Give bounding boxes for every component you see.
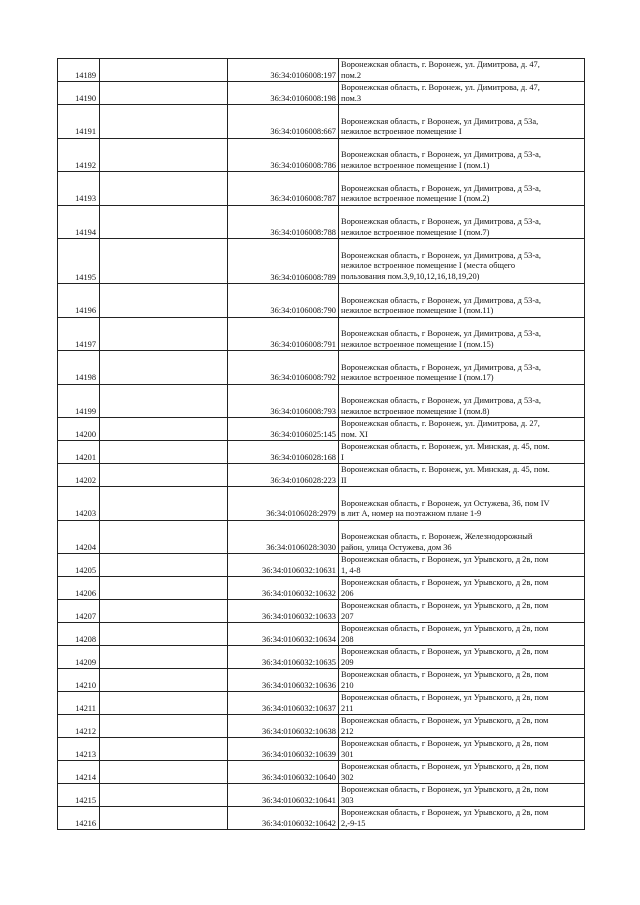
table-row bbox=[58, 784, 585, 807]
empty-cell bbox=[100, 487, 228, 521]
table-row bbox=[58, 761, 585, 784]
address-line: Воронежская область, г Воронеж, ул Урывского, д 2в, пом bbox=[341, 693, 549, 702]
address-line: 303 bbox=[341, 795, 354, 805]
address-line: Воронежская область, г Воронеж, ул Урывского, д 2в, пом bbox=[341, 670, 549, 679]
table-row bbox=[58, 317, 585, 351]
row-number-cell: 14213 bbox=[58, 738, 100, 761]
address-line: Воронежская область, г Воронеж, ул Димитрова, д 53-а, bbox=[341, 150, 541, 159]
cadastral-number-cell: 36:34:0106032:10635 bbox=[228, 646, 339, 669]
empty-cell bbox=[100, 441, 228, 464]
address-line: район, улица Остужева, дом 36 bbox=[341, 542, 452, 552]
address-cell bbox=[339, 669, 585, 692]
table-row bbox=[58, 384, 585, 418]
address-line: Воронежская область, г. Воронеж, ул. Димитрова, д. 27, bbox=[341, 419, 540, 428]
row-number-cell: 14216 bbox=[58, 807, 100, 830]
address-line bbox=[341, 240, 582, 251]
cadastral-number-cell: 36:34:0106025:145 bbox=[228, 418, 339, 441]
address-line: 301 bbox=[341, 749, 354, 759]
empty-cell bbox=[100, 138, 228, 172]
address-line: Воронежская область, г Воронеж, ул Остужева, 36, пом IV bbox=[341, 498, 550, 508]
address-line: 207 bbox=[341, 611, 354, 621]
address-line bbox=[341, 207, 582, 218]
address-line: 206 bbox=[341, 588, 354, 598]
table-row bbox=[58, 418, 585, 441]
address-line: 212 bbox=[341, 726, 354, 736]
table-row bbox=[58, 441, 585, 464]
address-cell bbox=[339, 418, 585, 441]
address-line: 208 bbox=[341, 634, 354, 644]
address-cell bbox=[339, 520, 585, 554]
row-number-cell: 14204 bbox=[58, 520, 100, 554]
table-row bbox=[58, 284, 585, 318]
cadastral-number-cell: 36:34:0106008:786 bbox=[228, 138, 339, 172]
address-line bbox=[341, 319, 582, 330]
table-row bbox=[58, 669, 585, 692]
empty-cell bbox=[100, 205, 228, 239]
address-line: Воронежская область, г Воронеж, ул Урывского, д 2в, пом bbox=[341, 555, 549, 564]
address-line: Воронежская область, г Воронеж, ул Урывского, д 2в, пом bbox=[341, 808, 549, 817]
row-number-cell: 14215 bbox=[58, 784, 100, 807]
address-cell bbox=[339, 554, 585, 577]
address-line: нежилое встроенное помещение I (пом.8) bbox=[341, 406, 490, 416]
table-row bbox=[58, 82, 585, 105]
row-number-cell: 14207 bbox=[58, 600, 100, 623]
address-line: 2,-9-15 bbox=[341, 818, 366, 828]
address-line: Воронежская область, г Воронеж, ул Урывского, д 2в, пом bbox=[341, 739, 549, 748]
empty-cell bbox=[100, 600, 228, 623]
row-number-cell: 14209 bbox=[58, 646, 100, 669]
empty-cell bbox=[100, 623, 228, 646]
address-line: 1, 4-8 bbox=[341, 565, 361, 575]
row-number-cell: 14201 bbox=[58, 441, 100, 464]
address-cell bbox=[339, 646, 585, 669]
cadastral-number-cell: 36:34:0106008:787 bbox=[228, 172, 339, 206]
address-line: Воронежская область, г Воронеж, ул Димитрова, д 53-а, bbox=[341, 217, 541, 226]
address-cell bbox=[339, 59, 585, 82]
table-row bbox=[58, 487, 585, 521]
row-number-cell: 14195 bbox=[58, 239, 100, 284]
address-cell bbox=[339, 384, 585, 418]
empty-cell bbox=[100, 554, 228, 577]
address-line: Воронежская область, г Воронеж, ул Урывского, д 2в, пом bbox=[341, 601, 549, 610]
table-row bbox=[58, 205, 585, 239]
address-cell bbox=[339, 284, 585, 318]
table-row bbox=[58, 138, 585, 172]
address-line: нежилое встроенное помещение I (пом.17) bbox=[341, 373, 494, 382]
address-line: Воронежская область, г. Воронеж, ул. Минская, д. 45, пом. bbox=[341, 442, 550, 451]
cadastral-number-cell: 36:34:0106032:10638 bbox=[228, 715, 339, 738]
cadastral-number-cell: 36:34:0106028:168 bbox=[228, 441, 339, 464]
address-cell bbox=[339, 623, 585, 646]
row-number-cell: 14197 bbox=[58, 317, 100, 351]
empty-cell bbox=[100, 284, 228, 318]
row-number-cell: 14192 bbox=[58, 138, 100, 172]
address-line: Воронежская область, г Воронеж, ул Урывского, д 2в, пом bbox=[341, 647, 549, 656]
address-line: Воронежская область, г Воронеж, ул Урывского, д 2в, пом bbox=[341, 624, 549, 633]
empty-cell bbox=[100, 761, 228, 784]
row-number-cell: 14211 bbox=[58, 692, 100, 715]
empty-cell bbox=[100, 577, 228, 600]
address-line: пом.3 bbox=[341, 93, 362, 103]
table-row bbox=[58, 807, 585, 830]
address-line: Воронежская область, г. Воронеж, ул. Димитрова, д. 47, bbox=[341, 60, 540, 69]
address-line: 210 bbox=[341, 680, 354, 690]
empty-cell bbox=[100, 807, 228, 830]
address-line: Воронежская область, г Воронеж, ул Димитрова, д 53-а, bbox=[341, 183, 541, 193]
cadastral-number-cell: 36:34:0106032:10639 bbox=[228, 738, 339, 761]
address-line: Воронежская область, г Воронеж, ул Димитрова, д 53-а, bbox=[341, 295, 541, 305]
empty-cell bbox=[100, 172, 228, 206]
row-number-cell: 14200 bbox=[58, 418, 100, 441]
cadastral-number-cell: 36:34:0106008:667 bbox=[228, 105, 339, 139]
table-row bbox=[58, 351, 585, 385]
table-row bbox=[58, 692, 585, 715]
address-line: Воронежская область, г Воронеж, ул Урывского, д 2в, пом bbox=[341, 578, 549, 587]
cadastral-number-cell: 36:34:0106008:198 bbox=[228, 82, 339, 105]
address-line: нежилое встроенное помещение I (пом.2) bbox=[341, 194, 490, 203]
address-line: Воронежская область, г. Воронеж, Железнодорожный bbox=[341, 532, 533, 541]
property-table bbox=[57, 58, 585, 830]
table-row bbox=[58, 623, 585, 646]
table-row bbox=[58, 554, 585, 577]
table-row bbox=[58, 715, 585, 738]
row-number-cell: 14205 bbox=[58, 554, 100, 577]
address-line bbox=[341, 140, 582, 151]
row-number-cell: 14193 bbox=[58, 172, 100, 206]
address-cell bbox=[339, 715, 585, 738]
address-line: нежилое встроенное помещение I (пом.15) bbox=[341, 339, 494, 349]
empty-cell bbox=[100, 715, 228, 738]
cadastral-number-cell: 36:34:0106032:10632 bbox=[228, 577, 339, 600]
address-line: Воронежская область, г. Воронеж, ул. Минская, д. 45, пом. bbox=[341, 465, 550, 474]
table-row bbox=[58, 239, 585, 284]
empty-cell bbox=[100, 784, 228, 807]
row-number-cell: 14191 bbox=[58, 105, 100, 139]
address-line: Воронежская область, г Воронеж, ул Димитрова, д 53-а, bbox=[341, 250, 541, 260]
address-cell bbox=[339, 464, 585, 487]
address-cell bbox=[339, 487, 585, 521]
cadastral-number-cell: 36:34:0106032:10634 bbox=[228, 623, 339, 646]
address-cell bbox=[339, 692, 585, 715]
address-line: Воронежская область, г Воронеж, ул Димитрова, д 53-а, bbox=[341, 362, 541, 372]
address-line: 211 bbox=[341, 703, 354, 713]
cadastral-number-cell: 36:34:0106028:3030 bbox=[228, 520, 339, 554]
address-line: пом.2 bbox=[341, 70, 362, 80]
table-row bbox=[58, 520, 585, 554]
address-line: Воронежская область, г Воронеж, ул Димитрова, д 53-а, bbox=[341, 329, 541, 338]
cadastral-number-cell: 36:34:0106032:10637 bbox=[228, 692, 339, 715]
empty-cell bbox=[100, 646, 228, 669]
address-cell bbox=[339, 205, 585, 239]
empty-cell bbox=[100, 738, 228, 761]
row-number-cell: 14198 bbox=[58, 351, 100, 385]
address-line: пользования пом.3,9,10,12,16,18,19,20) bbox=[341, 271, 480, 281]
empty-cell bbox=[100, 520, 228, 554]
cadastral-number-cell: 36:34:0106028:2979 bbox=[228, 487, 339, 521]
address-line bbox=[341, 386, 582, 397]
row-number-cell: 14189 bbox=[58, 59, 100, 82]
empty-cell bbox=[100, 82, 228, 105]
row-number-cell: 14196 bbox=[58, 284, 100, 318]
address-cell bbox=[339, 172, 585, 206]
cadastral-number-cell: 36:34:0106008:789 bbox=[228, 239, 339, 284]
address-line: Воронежская область, г Воронеж, ул Димитрова, д 53-а, bbox=[341, 396, 541, 405]
row-number-cell: 14194 bbox=[58, 205, 100, 239]
address-cell bbox=[339, 600, 585, 623]
cadastral-number-cell: 36:34:0106028:223 bbox=[228, 464, 339, 487]
address-line: Воронежская область, г Воронеж, ул Димитрова, д 53а, bbox=[341, 116, 539, 126]
address-cell bbox=[339, 761, 585, 784]
address-line: в лит А, номер на поэтажном плане 1-9 bbox=[341, 509, 482, 518]
address-line bbox=[341, 106, 582, 117]
address-line: нежилое встроенное помещение I (пом.1) bbox=[341, 160, 490, 170]
address-line: II bbox=[341, 475, 347, 485]
property-table-body bbox=[58, 59, 585, 830]
empty-cell bbox=[100, 669, 228, 692]
table-row bbox=[58, 105, 585, 139]
row-number-cell: 14206 bbox=[58, 577, 100, 600]
address-line: нежилое встроенное помещение I (места общего bbox=[341, 261, 516, 270]
empty-cell bbox=[100, 418, 228, 441]
cadastral-number-cell: 36:34:0106032:10633 bbox=[228, 600, 339, 623]
address-cell bbox=[339, 138, 585, 172]
cadastral-number-cell: 36:34:0106008:791 bbox=[228, 317, 339, 351]
table-row bbox=[58, 172, 585, 206]
cadastral-number-cell: 36:34:0106008:793 bbox=[228, 384, 339, 418]
address-line: Воронежская область, г Воронеж, ул Урывского, д 2в, пом bbox=[341, 762, 549, 771]
address-line bbox=[341, 352, 582, 363]
address-line: I bbox=[341, 452, 344, 462]
table-row bbox=[58, 464, 585, 487]
address-cell bbox=[339, 807, 585, 830]
address-cell bbox=[339, 784, 585, 807]
row-number-cell: 14208 bbox=[58, 623, 100, 646]
row-number-cell: 14203 bbox=[58, 487, 100, 521]
address-cell bbox=[339, 577, 585, 600]
address-line: пом. XI bbox=[341, 429, 368, 439]
address-line bbox=[341, 488, 582, 499]
address-cell bbox=[339, 351, 585, 385]
address-line: нежилое встроенное помещение I (пом.7) bbox=[341, 227, 490, 237]
empty-cell bbox=[100, 317, 228, 351]
empty-cell bbox=[100, 239, 228, 284]
address-line: 209 bbox=[341, 657, 354, 667]
row-number-cell: 14190 bbox=[58, 82, 100, 105]
address-cell bbox=[339, 317, 585, 351]
cadastral-number-cell: 36:34:0106008:790 bbox=[228, 284, 339, 318]
address-line bbox=[341, 173, 582, 184]
row-number-cell: 14212 bbox=[58, 715, 100, 738]
empty-cell bbox=[100, 105, 228, 139]
address-line: 302 bbox=[341, 772, 354, 782]
row-number-cell: 14210 bbox=[58, 669, 100, 692]
cadastral-number-cell: 36:34:0106032:10631 bbox=[228, 554, 339, 577]
row-number-cell: 14214 bbox=[58, 761, 100, 784]
cadastral-number-cell: 36:34:0106008:197 bbox=[228, 59, 339, 82]
table-row bbox=[58, 577, 585, 600]
cadastral-number-cell: 36:34:0106008:788 bbox=[228, 205, 339, 239]
address-line bbox=[341, 522, 582, 533]
address-line: Воронежская область, г. Воронеж, ул. Димитрова, д. 47, bbox=[341, 83, 540, 92]
table-row bbox=[58, 646, 585, 669]
table-row bbox=[58, 738, 585, 761]
empty-cell bbox=[100, 59, 228, 82]
empty-cell bbox=[100, 351, 228, 385]
empty-cell bbox=[100, 692, 228, 715]
cadastral-number-cell: 36:34:0106032:10636 bbox=[228, 669, 339, 692]
empty-cell bbox=[100, 464, 228, 487]
address-line: Воронежская область, г Воронеж, ул Урывского, д 2в, пом bbox=[341, 785, 549, 794]
address-line: нежилое встроенное помещение I bbox=[341, 127, 462, 136]
cadastral-number-cell: 36:34:0106008:792 bbox=[228, 351, 339, 385]
address-line bbox=[341, 285, 582, 296]
table-row bbox=[58, 600, 585, 623]
address-line: Воронежская область, г Воронеж, ул Урывского, д 2в, пом bbox=[341, 716, 549, 725]
row-number-cell: 14202 bbox=[58, 464, 100, 487]
cadastral-number-cell: 36:34:0106032:10640 bbox=[228, 761, 339, 784]
address-cell bbox=[339, 82, 585, 105]
cadastral-number-cell: 36:34:0106032:10642 bbox=[228, 807, 339, 830]
address-cell bbox=[339, 105, 585, 139]
row-number-cell: 14199 bbox=[58, 384, 100, 418]
address-cell bbox=[339, 441, 585, 464]
table-row bbox=[58, 59, 585, 82]
address-cell bbox=[339, 738, 585, 761]
empty-cell bbox=[100, 384, 228, 418]
cadastral-number-cell: 36:34:0106032:10641 bbox=[228, 784, 339, 807]
document-page bbox=[57, 58, 584, 830]
address-line: нежилое встроенное помещение I (пом.11) bbox=[341, 306, 494, 315]
address-cell bbox=[339, 239, 585, 284]
